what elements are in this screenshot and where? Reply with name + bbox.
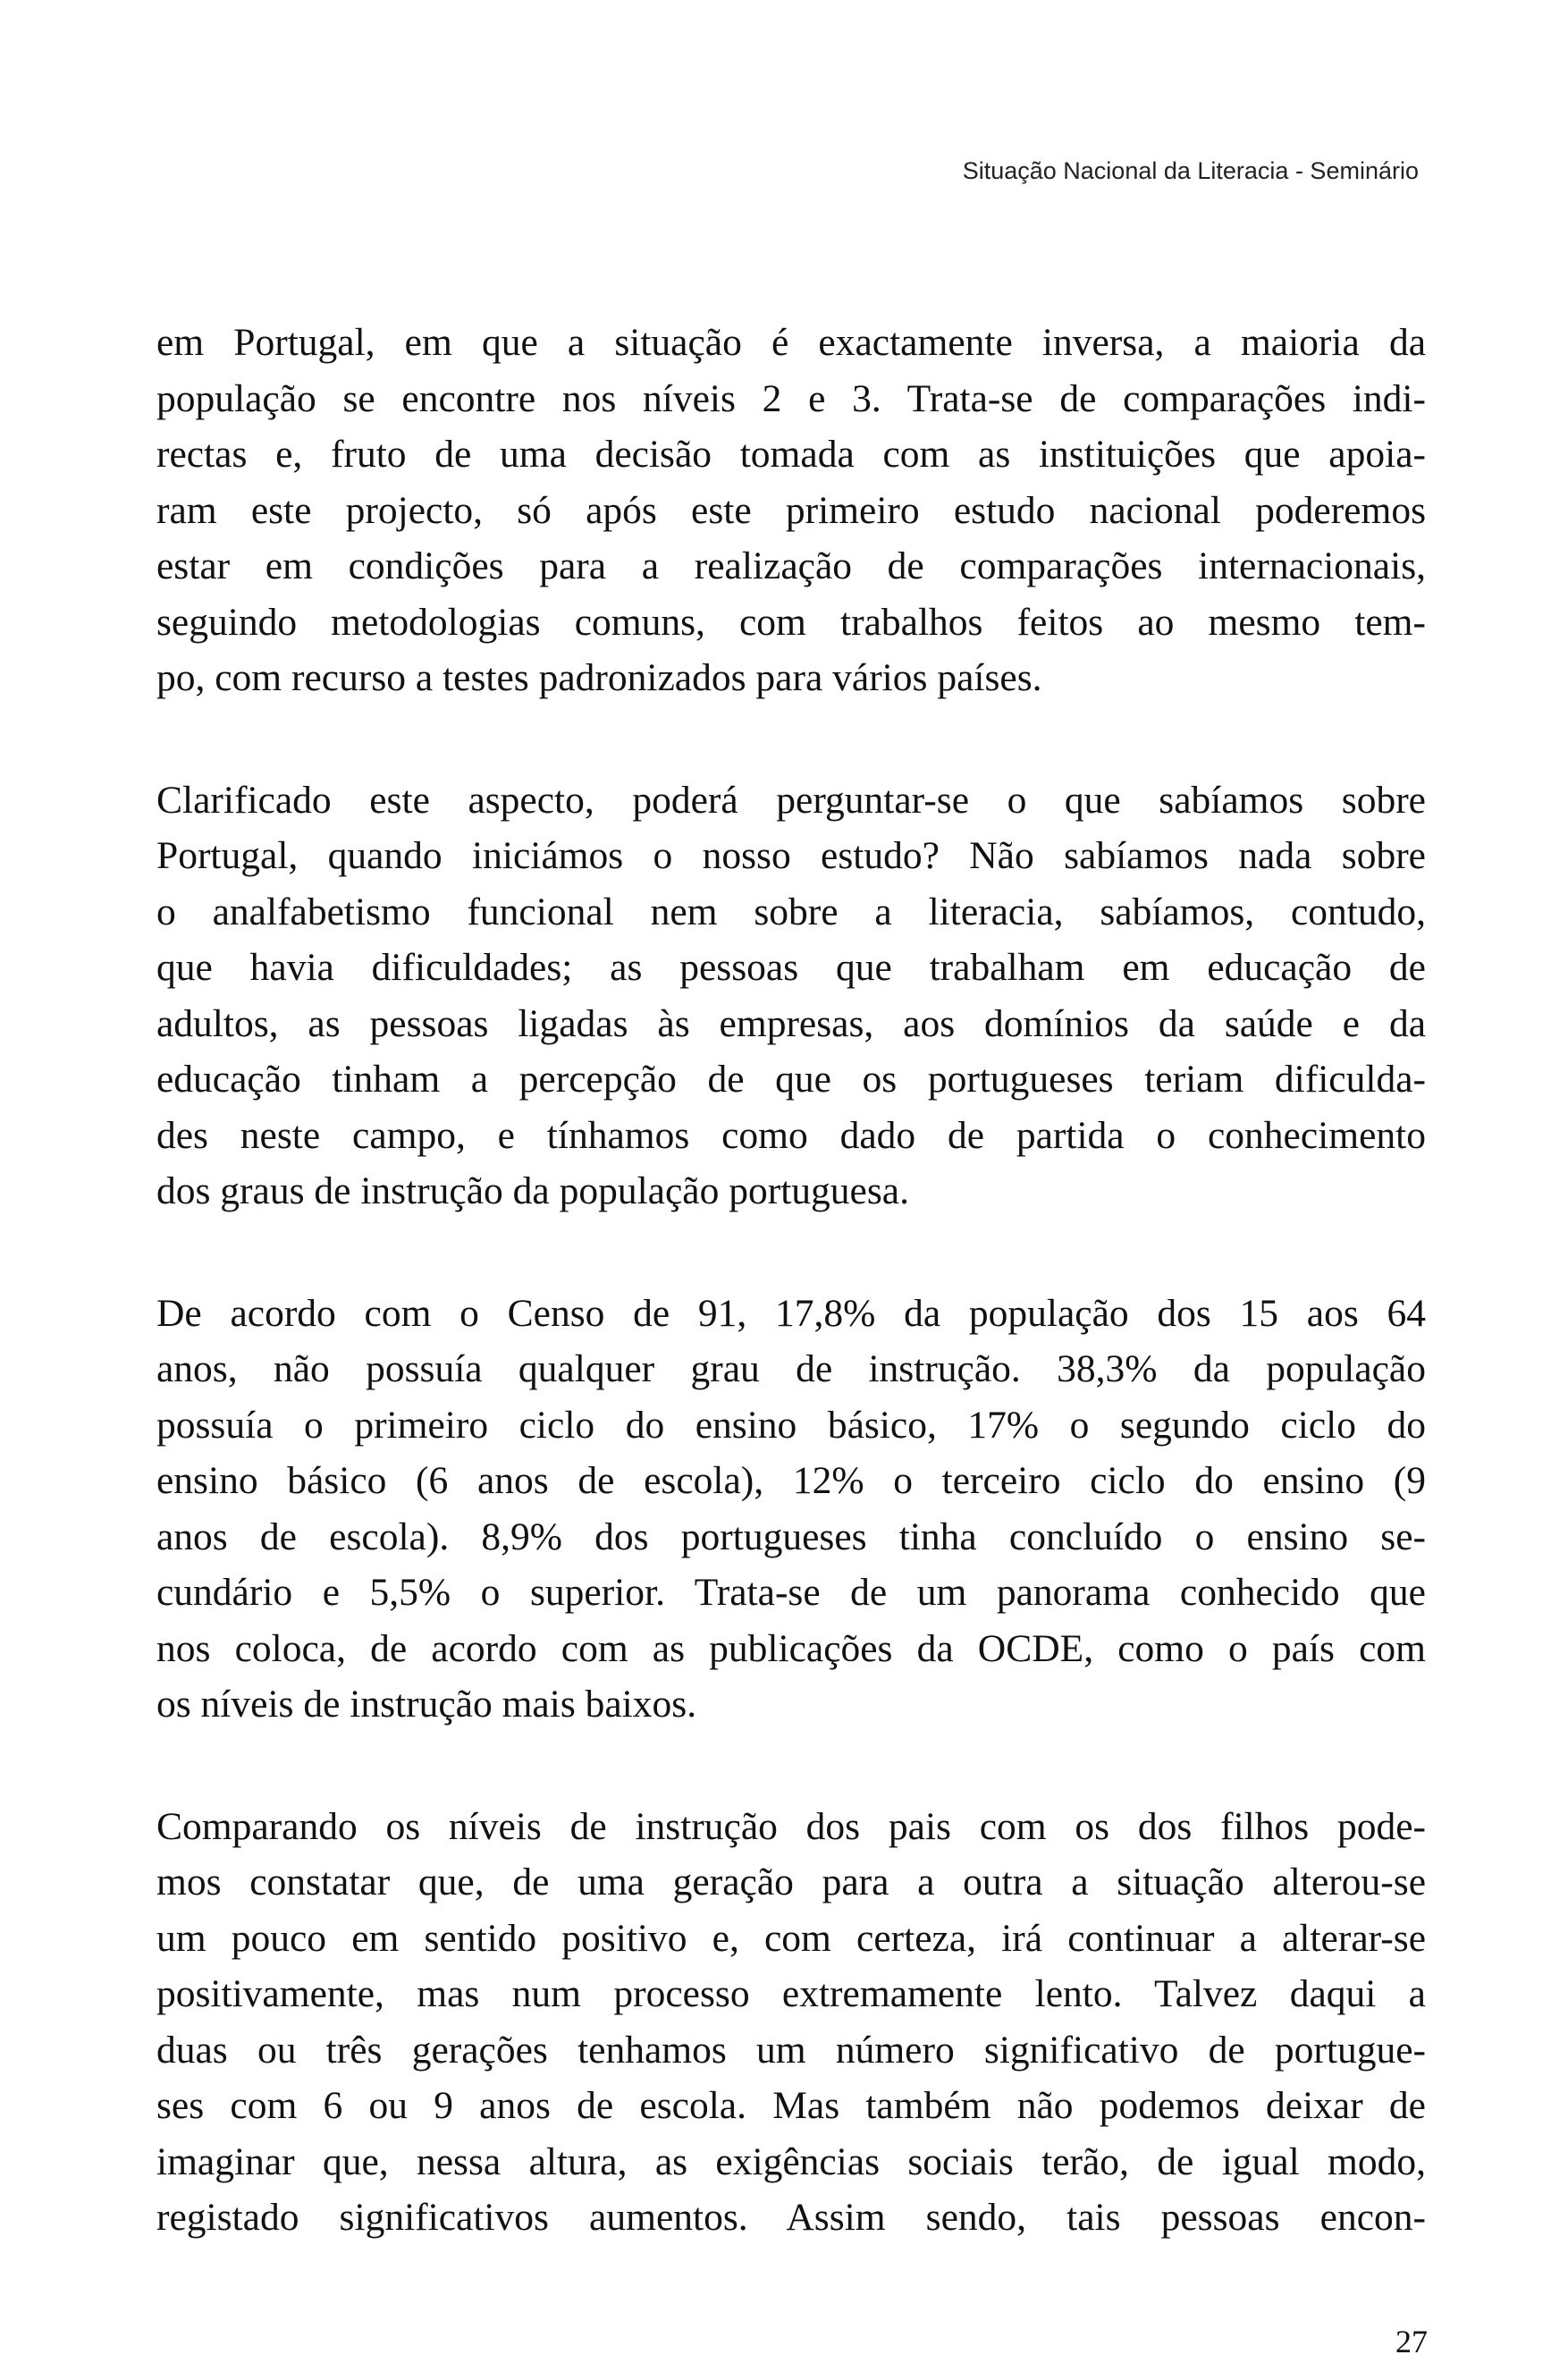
text-line: po, com recurso a testes padronizados para vários países. xyxy=(156,656,1042,699)
text-line: que havia dificuldades; as pessoas que trabalham em educação de xyxy=(156,946,1426,989)
page-number: 27 xyxy=(1395,2324,1428,2359)
text-line: Comparando os níveis de instrução dos pais com os dos filhos pode- xyxy=(156,1804,1426,1848)
paragraph-2 xyxy=(156,772,1426,1220)
text-line: educação tinham a percepção de que os portugueses teriam dificulda- xyxy=(156,1058,1426,1101)
text-line: nos coloca, de acordo com as publicações da OCDE, como o país com xyxy=(156,1626,1426,1670)
paragraph-4 xyxy=(156,1799,1426,2246)
paragraph-3 xyxy=(156,1286,1426,1733)
text-line: ensino básico (6 anos de escola), 12% o terceiro ciclo do ensino (9 xyxy=(156,1459,1426,1502)
text-line: des neste campo, e tínhamos como dado de partida o conhecimento xyxy=(156,1113,1426,1157)
text-line: cundário e 5,5% o superior. Trata-se de um panorama conhecido que xyxy=(156,1571,1426,1614)
text-line: imaginar que, nessa altura, as exigências sociais terão, de igual modo, xyxy=(156,2139,1426,2183)
text-line: ses com 6 ou 9 anos de escola. Mas também não podemos deixar de xyxy=(156,2084,1426,2127)
text-line: os níveis de instrução mais baixos. xyxy=(156,1683,697,1726)
text-line: Portugal, quando iniciámos o nosso estudo? Não sabíamos nada sobre xyxy=(156,834,1426,877)
text-line: em Portugal, em que a situação é exactamente inversa, a maioria da xyxy=(156,321,1426,364)
text-line: dos graus de instrução da população portuguesa. xyxy=(156,1169,909,1212)
text-line: De acordo com o Censo de 91, 17,8% da população dos 15 aos 64 xyxy=(156,1291,1426,1335)
text-line: adultos, as pessoas ligadas às empresas, aos domínios da saúde e da xyxy=(156,1001,1426,1045)
text-line: registado significativos aumentos. Assim sendo, tais pessoas encon- xyxy=(156,2196,1426,2239)
text-line: seguindo metodologias comuns, com trabalhos feitos ao mesmo tem- xyxy=(156,600,1426,644)
text-line: estar em condições para a realização de comparações internacionais, xyxy=(156,544,1426,587)
text-line: população se encontre nos níveis 2 e 3. Trata-se de comparações indi- xyxy=(156,376,1426,420)
text-line: Clarificado este aspecto, poderá perguntar-se o que sabíamos sobre xyxy=(156,778,1426,822)
text-line: anos de escola). 8,9% dos portugueses tinha concluído o ensino se- xyxy=(156,1515,1426,1558)
text-line: o analfabetismo funcional nem sobre a literacia, sabíamos, contudo, xyxy=(156,890,1426,933)
text-line: um pouco em sentido positivo e, com certeza, irá continuar a alterar-se xyxy=(156,1916,1426,1960)
running-header: Situação Nacional da Literacia - Seminário xyxy=(962,157,1419,184)
text-line: possuía o primeiro ciclo do ensino básico, 17% o segundo ciclo do xyxy=(156,1403,1426,1447)
text-line: duas ou três gerações tenhamos um número significativo de portugue- xyxy=(156,2028,1426,2072)
text-line: rectas e, fruto de uma decisão tomada com as instituições que apoia- xyxy=(156,433,1426,476)
text-line: mos constatar que, de uma geração para a outra a situação alterou-se xyxy=(156,1861,1426,1903)
text-line: positivamente, mas num processo extremamente lento. Talvez daqui a xyxy=(156,1972,1426,2015)
body-text xyxy=(156,315,1426,2312)
text-line: anos, não possuía qualquer grau de instrução. 38,3% da população xyxy=(156,1347,1426,1390)
text-line: ram este projecto, só após este primeiro estudo nacional poderemos xyxy=(156,488,1426,532)
paragraph-1 xyxy=(156,315,1426,706)
